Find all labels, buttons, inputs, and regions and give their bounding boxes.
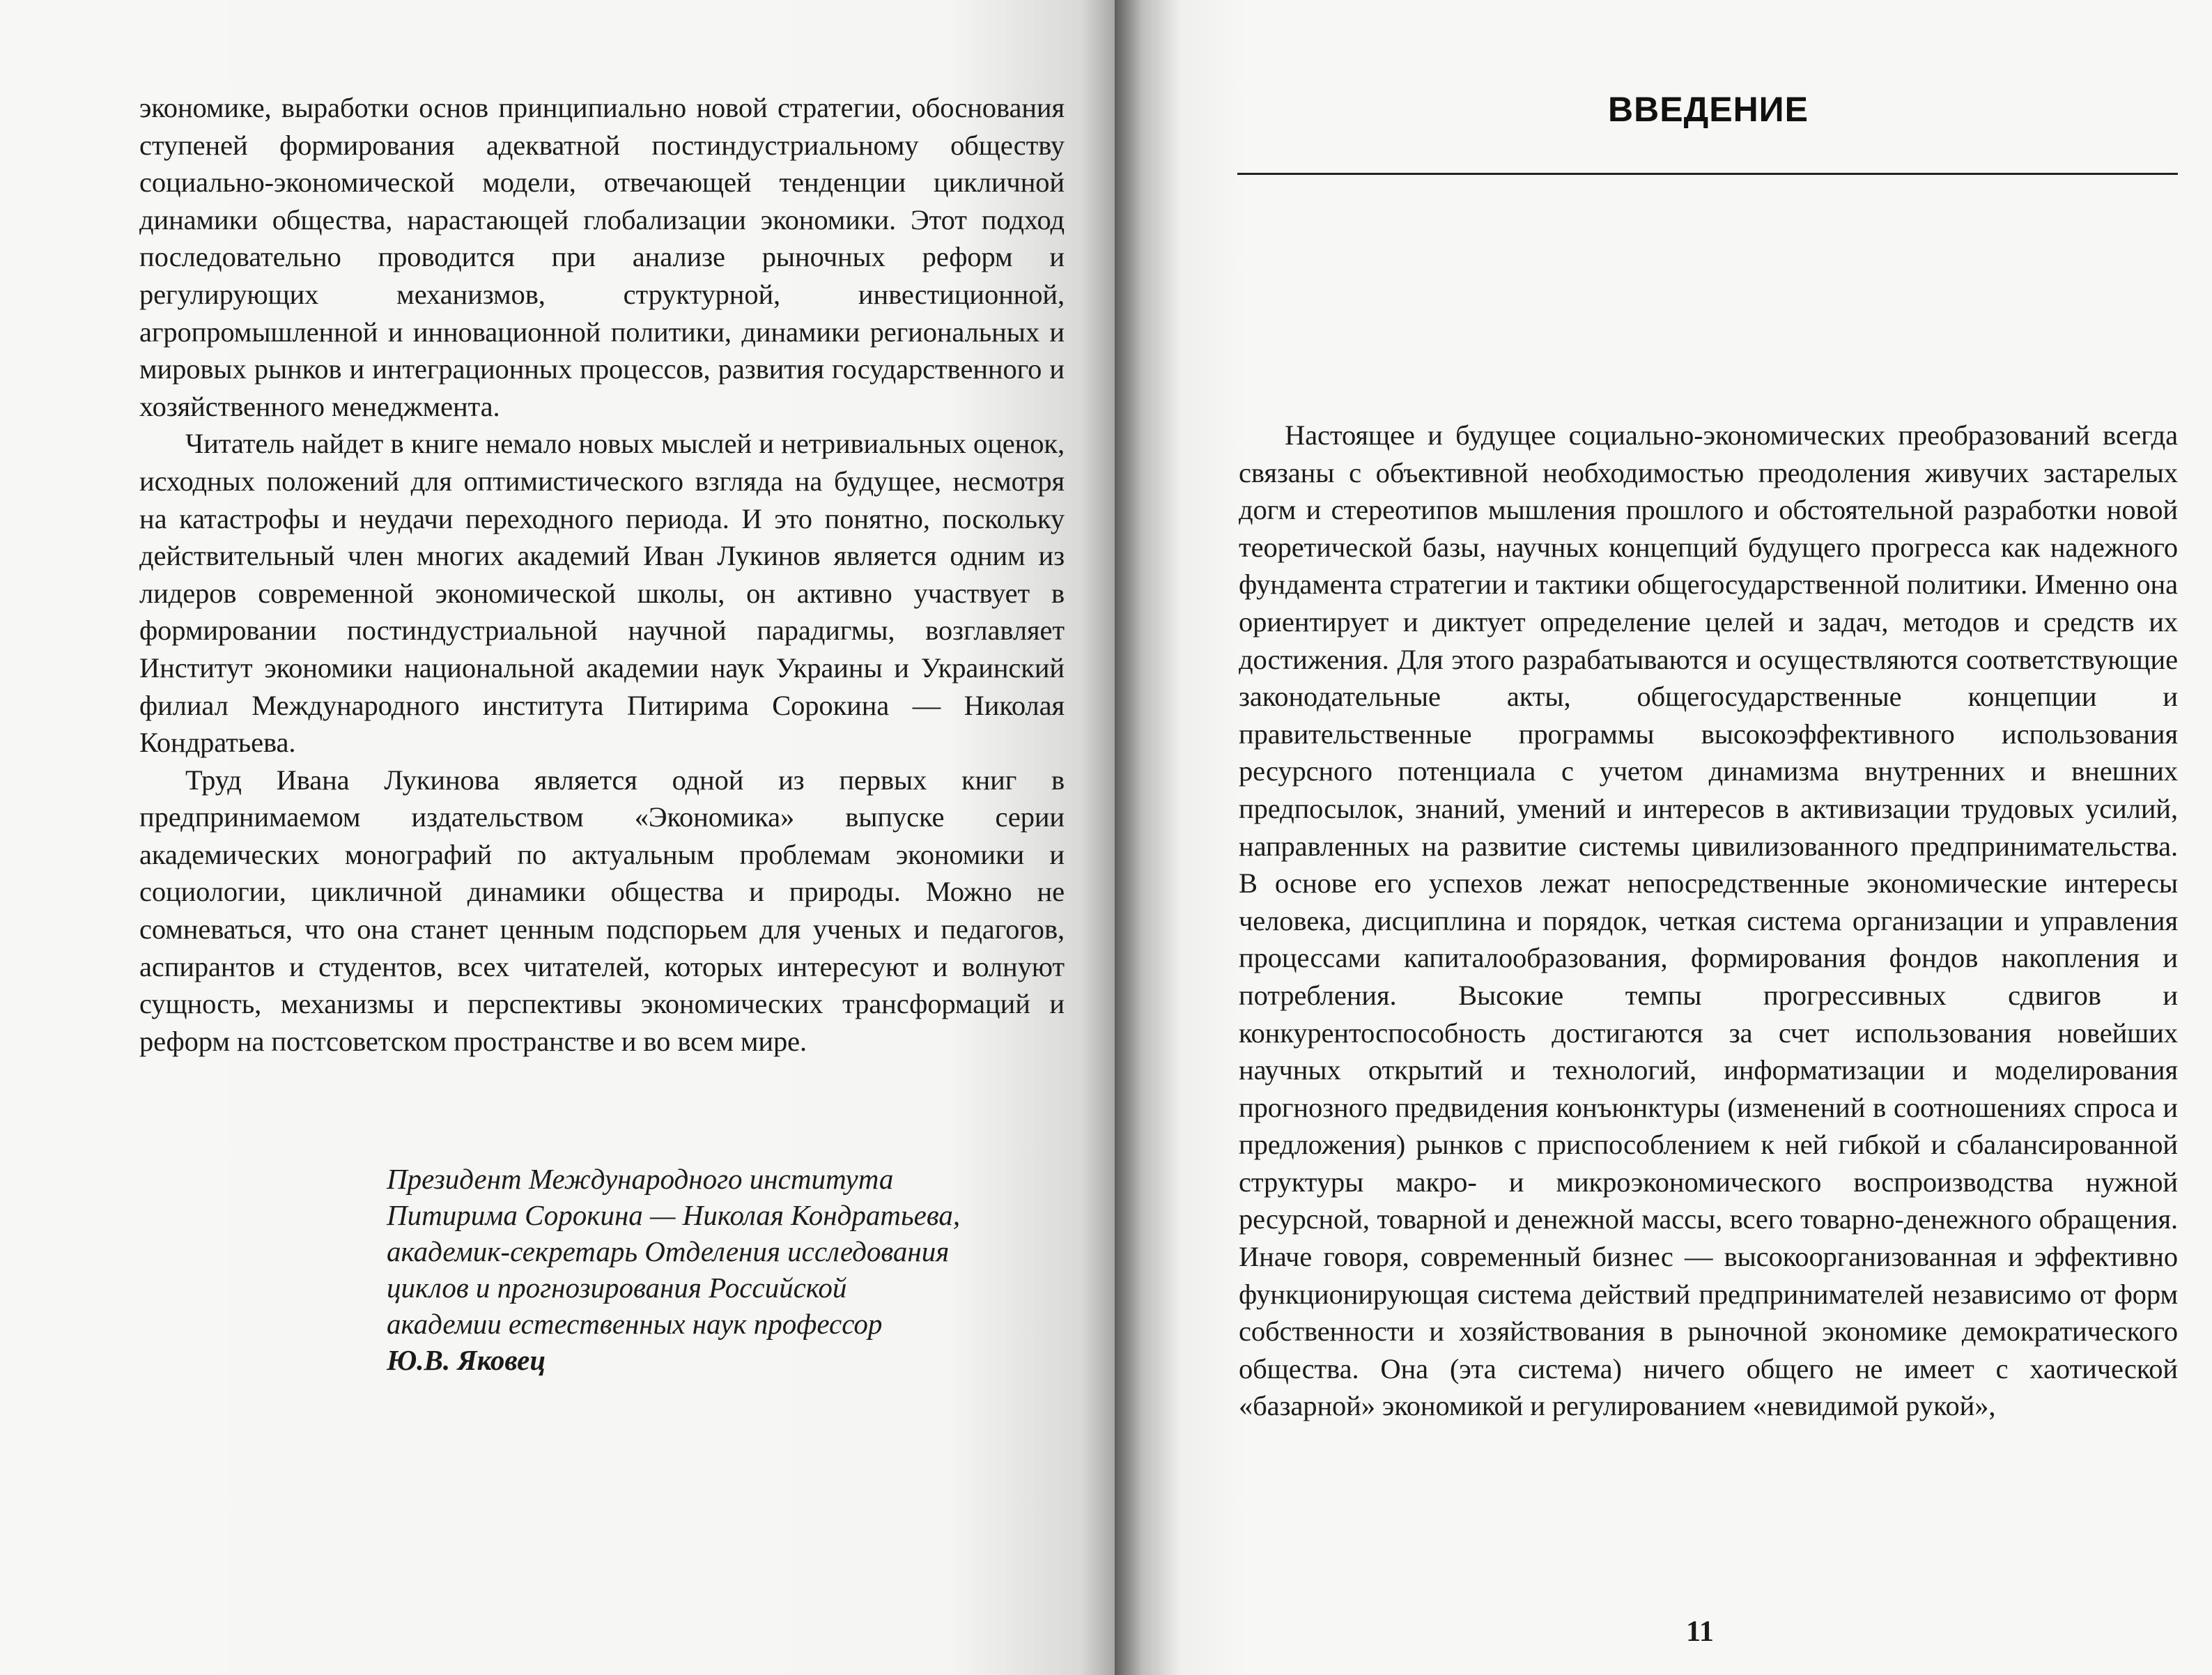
signature-line-3: академик-секретарь Отделения исследования — [387, 1235, 950, 1267]
right-paragraph-1: Настоящее и будущее социально-экономических преобразований всегда связаны с объективной необходимостью преодоления живучих застарелых догм и стереотипов мышления прошлого и обстоятельной разработки новой теоретической базы, научных концепций будущего прогресса как надежного фундамента стратегии и тактики общегосударственной политики. Именно она ориентирует и диктует определение целей и задач, методов и средств их достижения. Для этого разрабатываются и осуществляются соответствующие законодательные акты, общегосударственные концепции и правительственные программы высокоэффективного использования ресурсного потенциала с учетом динамизма внутренних и внешних предпосылок, знаний, умений и интересов в активизации трудовых усилий, направленных на развитие системы цивилизованного предпринимательства. В основе его успехов лежат непосредственные экономические интересы человека, дисциплина и порядок, четкая система организации и управления процессами капиталообразования, формирования фондов накопления и потребления. Высокие темпы прогрессивных сдвигов и конкурентоспособность достигаются за счет использования новейших научных открытий и технологий, информатизации и моделирования прогнозного предвидения конъюнктуры (изменений в соотношениях спроса и предложения) рынков с приспособлением к ней гибкой и сбалансированной структуры макро- и микроэкономического воспроизводства нужной ресурсной, товарной и денежной массы, всего товарно-денежного обращения. Иначе говоря, современный бизнес — высокоорганизованная и эффективно функционирующая система действий предпринимателей независимо от форм собственности и хозяйствования в рыночной экономике демократического общества. Она (эта система) ничего общего не имеет с хаотической «базарной» экономикой и регулированием «невидимой рукой», — [1239, 419, 2178, 1422]
right-page-body — [1239, 417, 2178, 1425]
foreword-signature — [387, 1161, 1083, 1378]
left-paragraph-3: Труд Ивана Лукинова является одной из первых книг в предпринимаемом издательством «Экономика» выпуске серии академических монографий по актуальным проблемам экономики и социологии, цикличной динамики общества и природы. Можно не сомневаться, что она станет ценным подспорьем для ученых и педагогов, аспирантов и студентов, всех читателей, которых интересуют и волнуют сущность, механизмы и перспективы экономических трансформаций и реформ на постсоветском пространстве и во всем мире. — [139, 764, 1065, 1057]
section-title: ВВЕДЕНИЕ — [1608, 90, 1809, 129]
left-paragraph-1: экономике, выработки основ принципиально новой стратегии, обоснования ступеней формирования адекватной постиндустриальному обществу социально-экономической модели, отвечающей тенденции цикличной динамики общества, нарастающей глобализации экономики. Этот подход последовательно проводится при анализе рыночных реформ и регулирующих механизмов, структурной, инвестиционной, агропромышленной и инновационной политики, динамики региональных и мировых рынков и интеграционных процессов, развития государственного и хозяйственного менеджмента. — [139, 92, 1065, 422]
signature-line-5: академии естественных наук профессор — [387, 1308, 883, 1340]
title-divider — [1237, 173, 2178, 175]
left-page-body — [139, 89, 1065, 1060]
page-number: 11 — [1686, 1616, 1714, 1648]
left-paragraph-2: Читатель найдет в книге немало новых мыслей и нетривиальных оценок, исходных положений для оптимистического взгляда на будущее, несмотря на катастрофы и неудачи переходного периода. И это понятно, поскольку действительный член многих академий Иван Лукинов является одним из лидеров современной экономической школы, он активно участвует в формировании постиндустриальной научной парадигмы, возглавляет Институт экономики национальной академии наук Украины и Украинский филиал Международного института Питирима Сорокина — Николая Кондратьева. — [139, 428, 1065, 759]
signature-line-2: Питирима Сорокина — Николая Кондратьева, — [387, 1199, 961, 1231]
signature-line-4: циклов и прогнозирования Российской — [387, 1272, 847, 1304]
signature-author-name: Ю.В. Яковец — [387, 1344, 546, 1376]
signature-line-1: Президент Международного института — [387, 1163, 894, 1195]
